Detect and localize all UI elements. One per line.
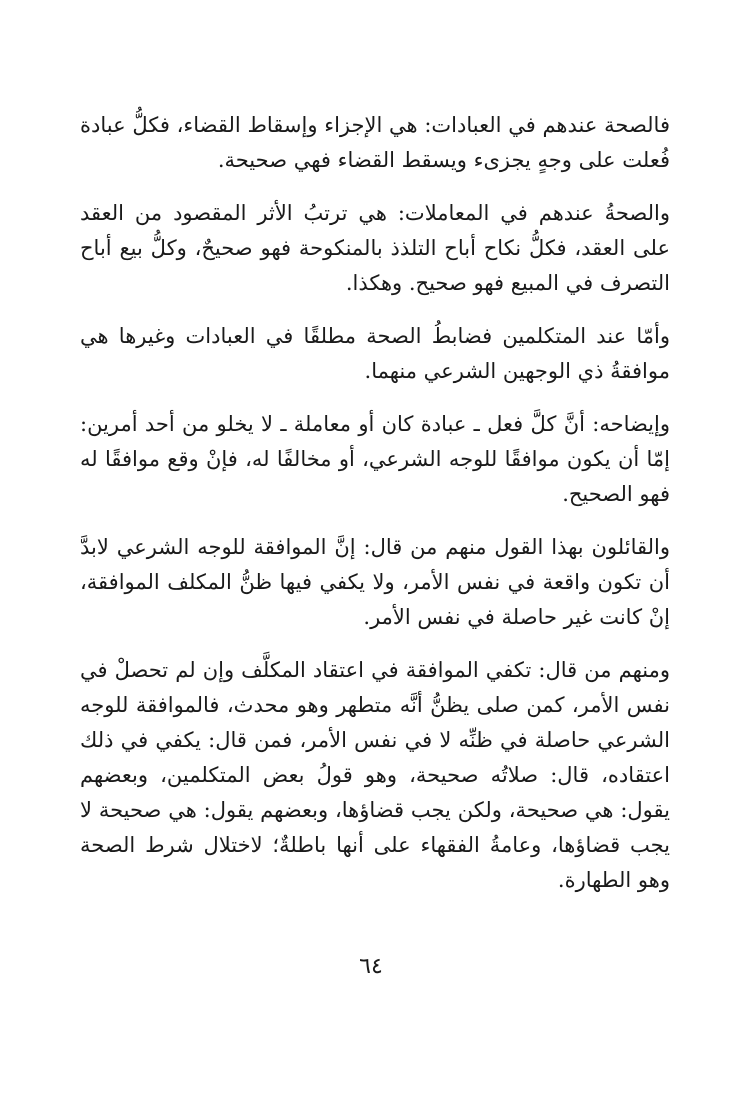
paragraph-3: وأمّا عند المتكلمين فضابطُ الصحة مطلقًا في العبادات وغيرها هي موافقةُ ذي الوجهين الشرعي منهما. bbox=[80, 324, 670, 383]
page-number: ٦٤ bbox=[359, 954, 383, 979]
paragraph-5: والقائلون بهذا القول منهم من قال: إنَّ الموافقة للوجه الشرعي لابدَّ أن تكون واقعة في نفس الأمر، ولا يكفي فيها ظنُّ المكلف الموافقة، إنْ كانت غير حاصلة في نفس الأمر. bbox=[80, 535, 670, 629]
body-text bbox=[80, 108, 670, 916]
paragraph-6: ومنهم من قال: تكفي الموافقة في اعتقاد المكلَّف وإن لم تحصلْ في نفس الأمر، كمن صلى يظنُّ أنَّه متطهر وهو محدث، فالموافقة للوجه الشرعي حاصلة في ظنِّه لا في نفس الأمر، فمن قال: يكفي في ذلك اعتقاده، قال: صلاتُه صحيحة، وهو قولُ بعض المتكلمين، وبعضهم يقول: هي صحيحة، ولكن يجب قضاؤها، وبعضهم يقول: هي صحيحة لا يجب قضاؤها، وعامةُ الفقهاء على أنها باطلةٌ؛ لاختلال شرط الصحة وهو الطهارة. bbox=[80, 658, 670, 892]
paragraph-2: والصحةُ عندهم في المعاملات: هي ترتبُ الأثر المقصود من العقد على العقد، فكلُّ نكاح أباح التلذذ بالمنكوحة فهو صحيحٌ، وكلُّ بيع أباح التصرف في المبيع فهو صحيح. وهكذا. bbox=[80, 201, 670, 295]
paragraph-4: وإيضاحه: أنَّ كلَّ فعل ـ عبادة كان أو معاملة ـ لا يخلو من أحد أمرين: إمّا أن يكون موافقًا للوجه الشرعي، أو مخالفًا له، فإنْ وقع موافقًا له فهو الصحيح. bbox=[80, 412, 670, 506]
paragraph-1: فالصحة عندهم في العبادات: هي الإجزاء وإسقاط القضاء، فكلُّ عبادة فُعلت على وجهٍ يجزىء ويسقط القضاء فهي صحيحة. bbox=[80, 113, 670, 172]
